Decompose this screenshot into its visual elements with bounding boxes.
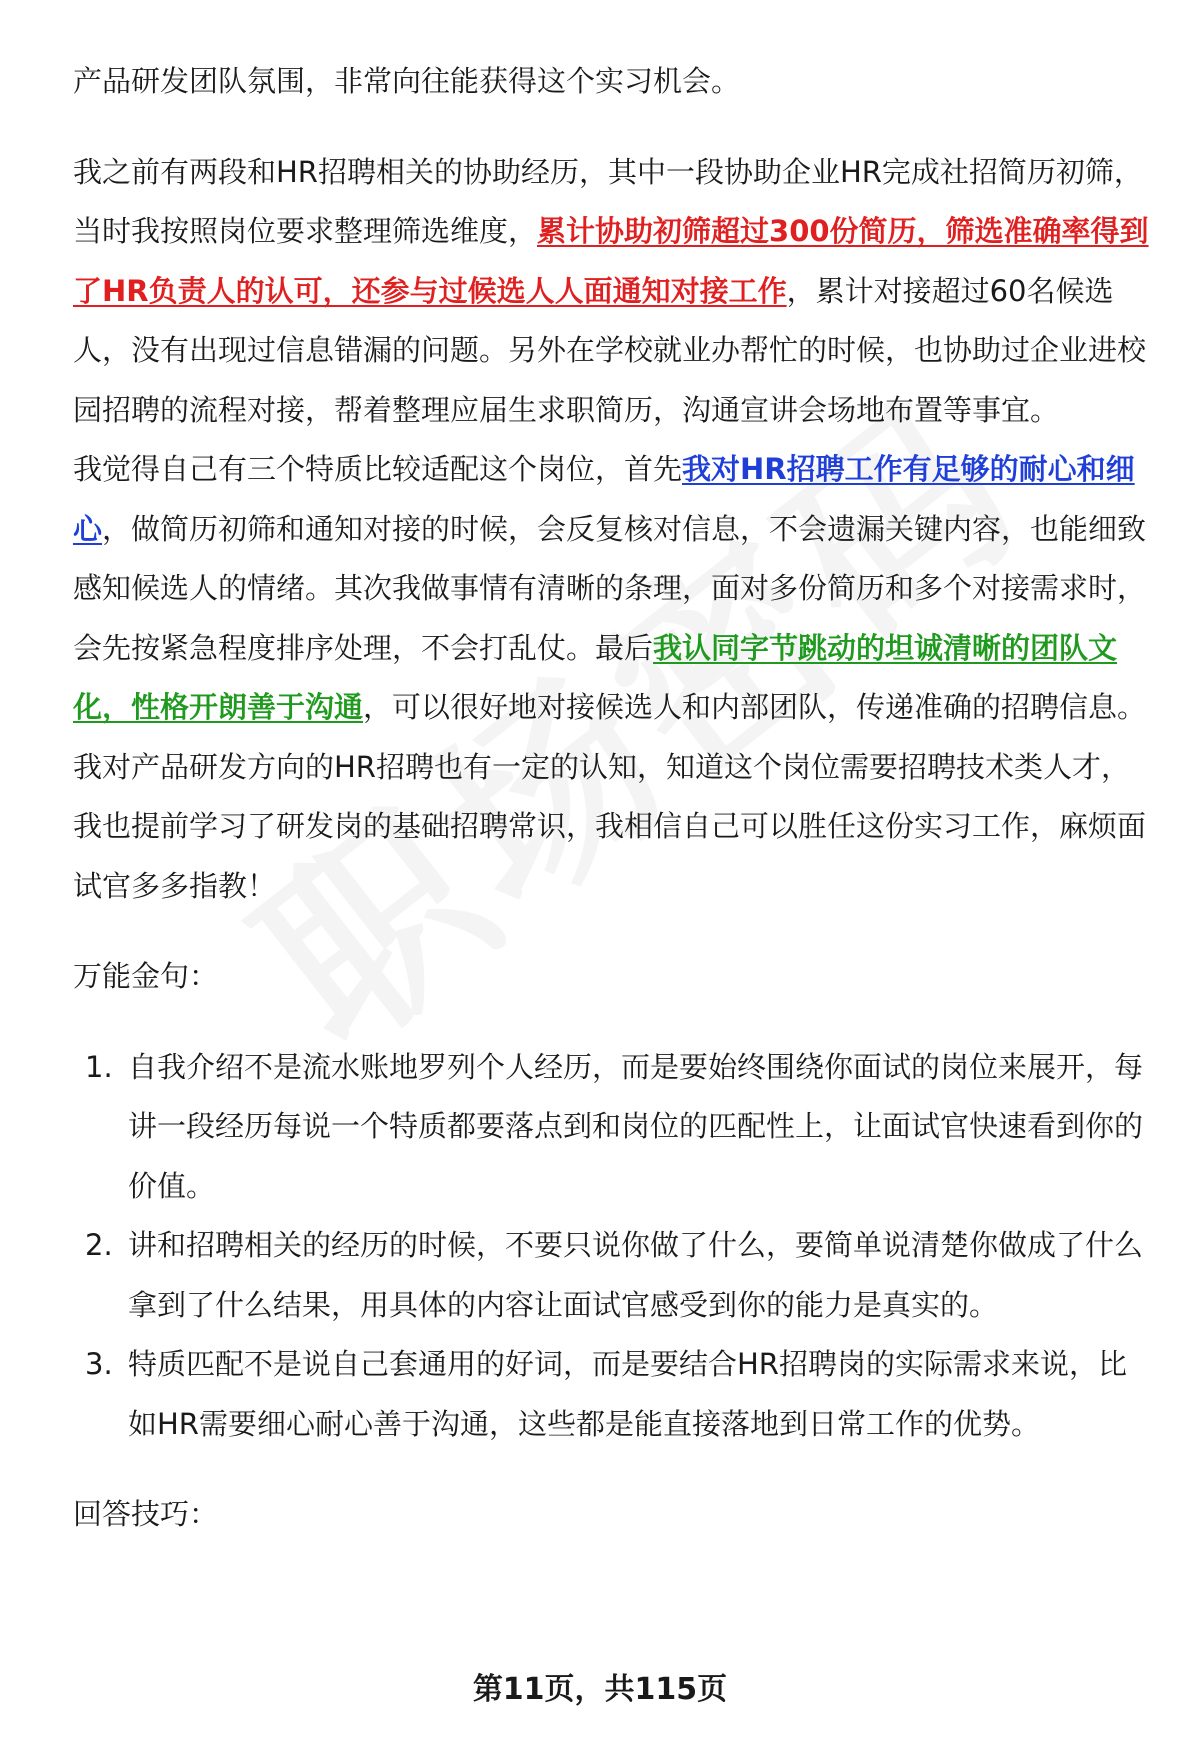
golden-sentences-title: 万能金句： bbox=[73, 959, 219, 993]
paragraph-intro-end: 产品研发团队氛围，非常向往能获得这个实习机会。 bbox=[73, 64, 741, 98]
list-item bbox=[73, 1038, 1153, 1217]
list-item bbox=[73, 1335, 1153, 1454]
list-item-number: 2. bbox=[85, 1228, 113, 1262]
traits-text-b: ，做简历初筛和通知对接的时候，会反复核对信息，不会遗漏关键内容，也能细致感知候选人的情绪。其次我做事情有清晰的条理，面对多份简历和多个对接需求时，会先按紧急程度排序处理，不会打乱仗。最后 bbox=[73, 511, 1147, 665]
highlight-red-achievement: 累计协助初筛超过300份简历，筛选准确率得到了HR负责人的认可，还参与过候选人人面通知对接工作 bbox=[73, 214, 1149, 308]
paragraph-experience bbox=[73, 143, 1153, 441]
answer-tips-title: 回答技巧： bbox=[73, 1497, 219, 1531]
experience-text-b: ，累计对接超过60名候选人，没有出现过信息错漏的问题。另外在学校就业办帮忙的时候，也协助过企业进校园招聘的流程对接，帮着整理应届生求职简历，沟通宣讲会场地布置等事宜。 bbox=[73, 273, 1147, 427]
list-item-text: 特质匹配不是说自己套通用的好词，而是要结合HR招聘岗的实际需求来说，比如HR需要细心耐心善于沟通，这些都是能直接落地到日常工作的优势。 bbox=[128, 1347, 1127, 1441]
experience-text-a: 我之前有两段和HR招聘相关的协助经历，其中一段协助企业HR完成社招简历初筛，当时我按照岗位要求整理筛选维度， bbox=[73, 154, 1143, 248]
list-item-text: 讲和招聘相关的经历的时候，不要只说你做了什么，要简单说清楚你做成了什么拿到了什么结果，用具体的内容让面试官感受到你的能力是真实的。 bbox=[128, 1228, 1144, 1322]
highlight-green-culture: 我认同字节跳动的坦诚清晰的团队文化，性格开朗善于沟通 bbox=[73, 630, 1118, 724]
traits-text-c: ，可以很好地对接候选人和内部团队，传递准确的招聘信息。 bbox=[363, 690, 1147, 724]
page-number-footer: 第11页，共115页 bbox=[472, 1672, 728, 1707]
paragraph-closing: 我对产品研发方向的HR招聘也有一定的认知，知道这个岗位需要招聘技术类人才，我也提前学习了研发岗的基础招聘常识，我相信自己可以胜任这份实习工作，麻烦面试官多多指教！ bbox=[73, 749, 1147, 903]
traits-text-a: 我觉得自己有三个特质比较适配这个岗位，首先 bbox=[73, 452, 683, 486]
highlight-blue-trait: 我对HR招聘工作有足够的耐心和细心 bbox=[73, 452, 1135, 546]
list-item bbox=[73, 1216, 1153, 1335]
document-body bbox=[73, 52, 1153, 1545]
list-item-text: 自我介绍不是流水账地罗列个人经历，而是要始终围绕你面试的岗位来展开，每讲一段经历每说一个特质都要落点到和岗位的匹配性上，让面试官快速看到你的价值。 bbox=[128, 1049, 1144, 1203]
golden-sentences-list bbox=[73, 1038, 1153, 1455]
list-item-number: 3. bbox=[85, 1347, 113, 1381]
paragraph-traits bbox=[73, 440, 1153, 738]
list-item-number: 1. bbox=[85, 1049, 113, 1084]
